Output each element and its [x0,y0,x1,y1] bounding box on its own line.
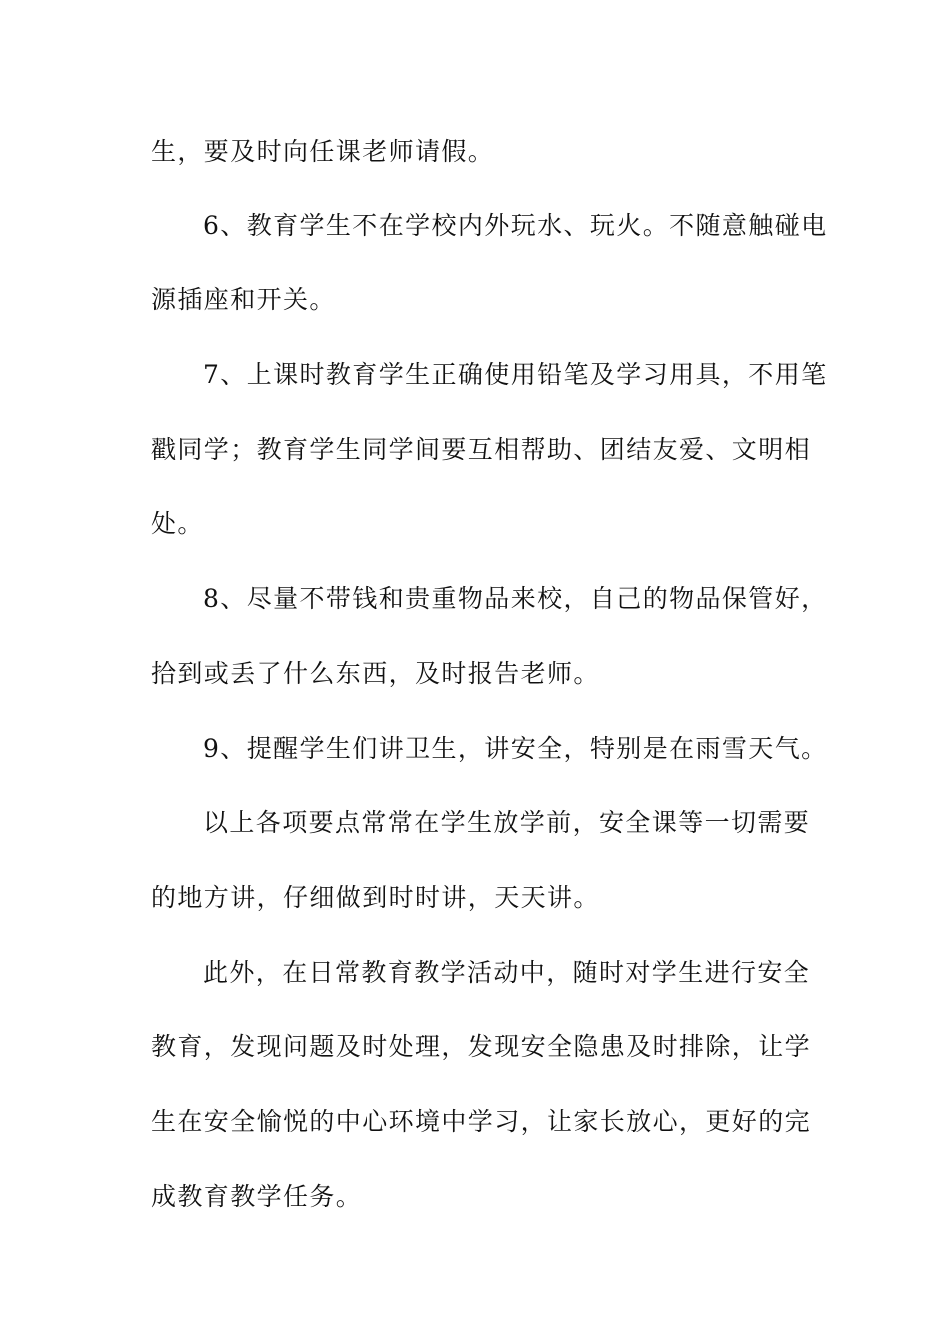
text-line: 成教育教学任务。 [151,1182,363,1211]
text-line: 戳同学；教育学生同学间要互相帮助、团结友爱、文明相 [151,435,812,464]
text-line: 此外，在日常教育教学活动中，随时对学生进行安全 [203,958,811,987]
text-line: 拾到或丢了什么东西，及时报告老师。 [151,659,600,688]
text-line: 教育，发现问题及时处理，发现安全隐患及时排除，让学 [151,1032,812,1061]
text-line: 生，要及时向任课老师请假。 [151,137,495,166]
text-line: 的地方讲，仔细做到时时讲，天天讲。 [151,883,600,912]
text-line: 以上各项要点常常在学生放学前，安全课等一切需要 [203,808,811,837]
text-line: 源插座和开关。 [151,285,336,314]
text-line: 8、尽量不带钱和贵重物品来校，自己的物品保管好， [203,584,828,613]
text-line: 处。 [151,509,204,538]
text-line: 6、教育学生不在学校内外玩水、玩火。不随意触碰电 [203,211,828,240]
text-line: 7、上课时教育学生正确使用铅笔及学习用具，不用笔 [203,360,828,389]
text-line: 9、提醒学生们讲卫生，讲安全，特别是在雨雪天气。 [203,734,828,763]
text-line: 生在安全愉悦的中心环境中学习，让家长放心，更好的完 [151,1107,812,1136]
